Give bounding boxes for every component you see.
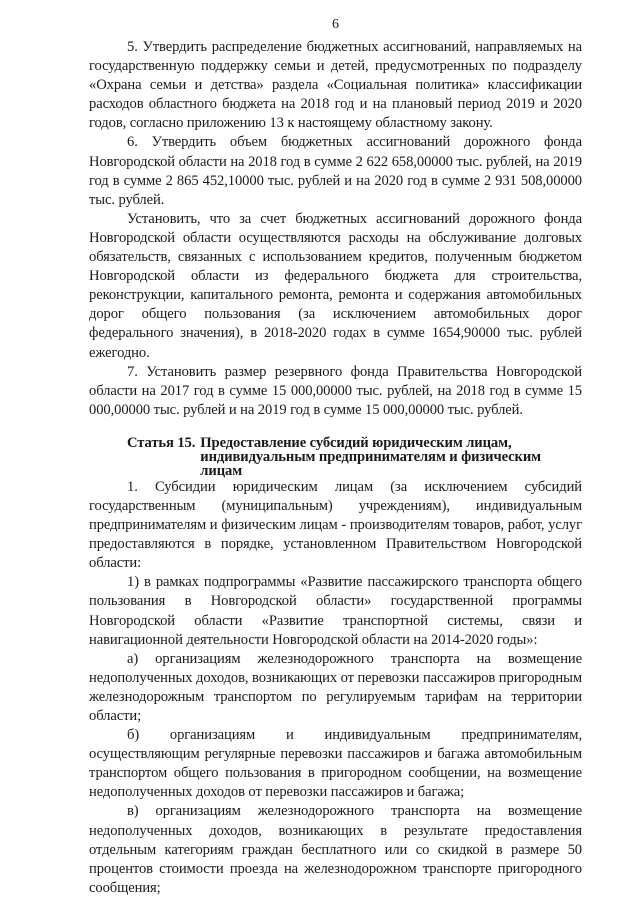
paragraph-subitem-a: а) организациям железнодорожного транспорта на возмещение недополученных доходов, возникающих от перевозки пассажиров пригородным железнодорожным транспортом по регулируемым тарифам на территории области; bbox=[89, 650, 582, 724]
article-title: Предоставление субсидий юридическим лицам, индивидуальным предпринимателям и физическим лицам bbox=[200, 434, 541, 479]
paragraph-subitem-b: б) организациям и индивидуальным предпринимателям, осуществляющим регулярные перевозки пассажиров и багажа автомобильным транспортом общего пользования в пригородном сообщении, на возмещение недополученных доходов от перевозки пассажиров и багажа; bbox=[89, 727, 582, 801]
paragraph-subitem-v: в) организациям железнодорожного транспорта на возмещение недополученных доходов, возникающих в результате предоставления отдельным категориям граждан бесплатного или со скидкой в размере 50 процентов стоимости проезда на железнодорожном транспорте пригородного сообщения; bbox=[89, 803, 582, 896]
article-heading bbox=[89, 436, 582, 478]
paragraph-subprogram: 1) в рамках подпрограммы «Развитие пассажирского транспорта общего пользования в Новгородской области» государственной программы Новгородской области «Развитие транспортной системы, связи и навигационной деятельности Новгородской области на 2014-2020 годы»: bbox=[89, 574, 582, 648]
paragraph-item-5: 5. Утвердить распределение бюджетных ассигнований, направляемых на государственную поддержку семьи и детей, предусмотренных по подразделу «Охрана семьи и детства» раздела «Социальная политика» классификации расходов областного бюджета на 2018 год и на плановый период 2019 и 2020 годов, согласно приложению 13 к настоящему областному закону. bbox=[89, 39, 582, 132]
document-body bbox=[89, 38, 582, 898]
paragraph-subsidies-intro: 1. Субсидии юридическим лицам (за исключением субсидий государственным (муниципальным) учреждениям), индивидуальным предпринимателям и физическим лицам - производителям товаров, работ, услуг предоставляются в порядке, установленном Правительством Новгородской области: bbox=[89, 478, 582, 572]
paragraph-road-fund-expenses: Установить, что за счет бюджетных ассигнований дорожного фонда Новгородской области осуществляются расходы на обслуживание долговых обязательств, связанных с использованием кредитов, полученным бюджетом Новгородской области из федерального бюджета для строительства, реконструкции, капитального ремонта, ремонта и содержания автомобильных дорог общего пользования (за исключением автомобильных дорог федерального значения), в 2018-2020 годах в сумме 1654,90000 тыс. рублей ежегодно. bbox=[89, 210, 582, 361]
paragraph-item-6: 6. Утвердить объем бюджетных ассигнований дорожного фонда Новгородской области на 2018 год в сумме 2 622 658,00000 тыс. рублей, на 2019 год в сумме 2 865 452,10000 тыс. рублей и на 2020 год в сумме 2 931 508,00000 тыс. рублей. bbox=[89, 134, 582, 208]
paragraph-item-7: 7. Установить размер резервного фонда Правительства Новгородской области на 2017 год в сумме 15 000,00000 тыс. рублей, на 2018 год в сумме 15 000,00000 тыс. рублей и на 2019 год в сумме 15 000,00000 тыс. рублей. bbox=[89, 363, 582, 418]
article-number: Статья 15. bbox=[127, 434, 196, 451]
page-number: 6 bbox=[332, 17, 339, 32]
